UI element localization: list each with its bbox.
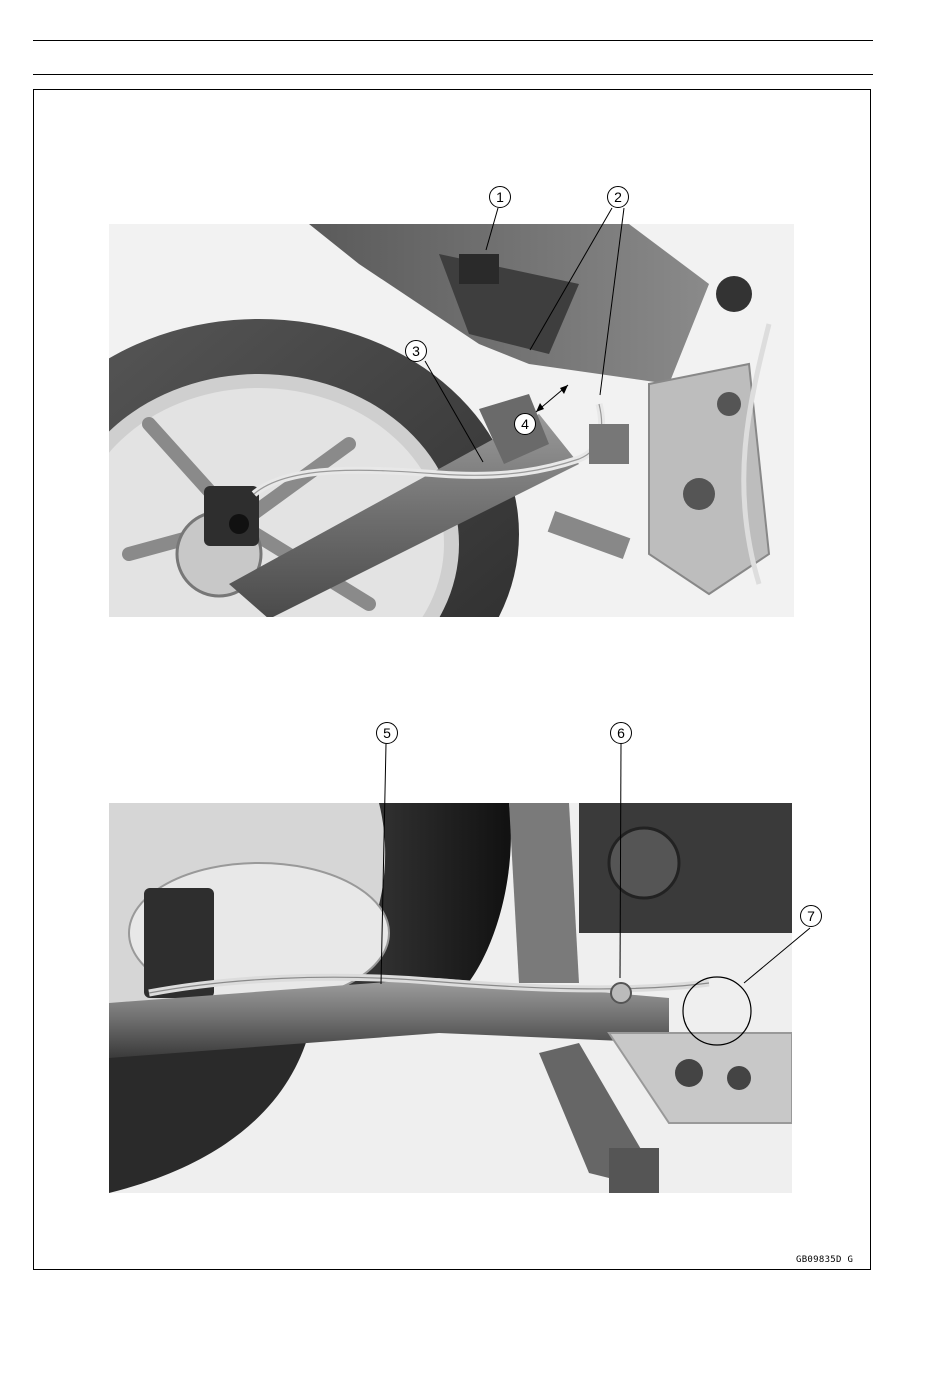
header-rule-top — [33, 40, 873, 41]
callout-6: 6 — [610, 722, 632, 744]
top-photo — [109, 224, 794, 617]
callout-4: 4 — [514, 413, 536, 435]
callout-5: 5 — [376, 722, 398, 744]
callout-2: 2 — [607, 186, 629, 208]
callout-3: 3 — [405, 340, 427, 362]
top-photo-illustration — [109, 224, 794, 617]
header-rule-bottom — [33, 74, 873, 75]
callout-7: 7 — [800, 905, 822, 927]
bottom-photo — [109, 803, 792, 1193]
callout-1: 1 — [489, 186, 511, 208]
figure-code: GB09835D G — [796, 1255, 854, 1265]
bottom-photo-illustration — [109, 803, 792, 1193]
